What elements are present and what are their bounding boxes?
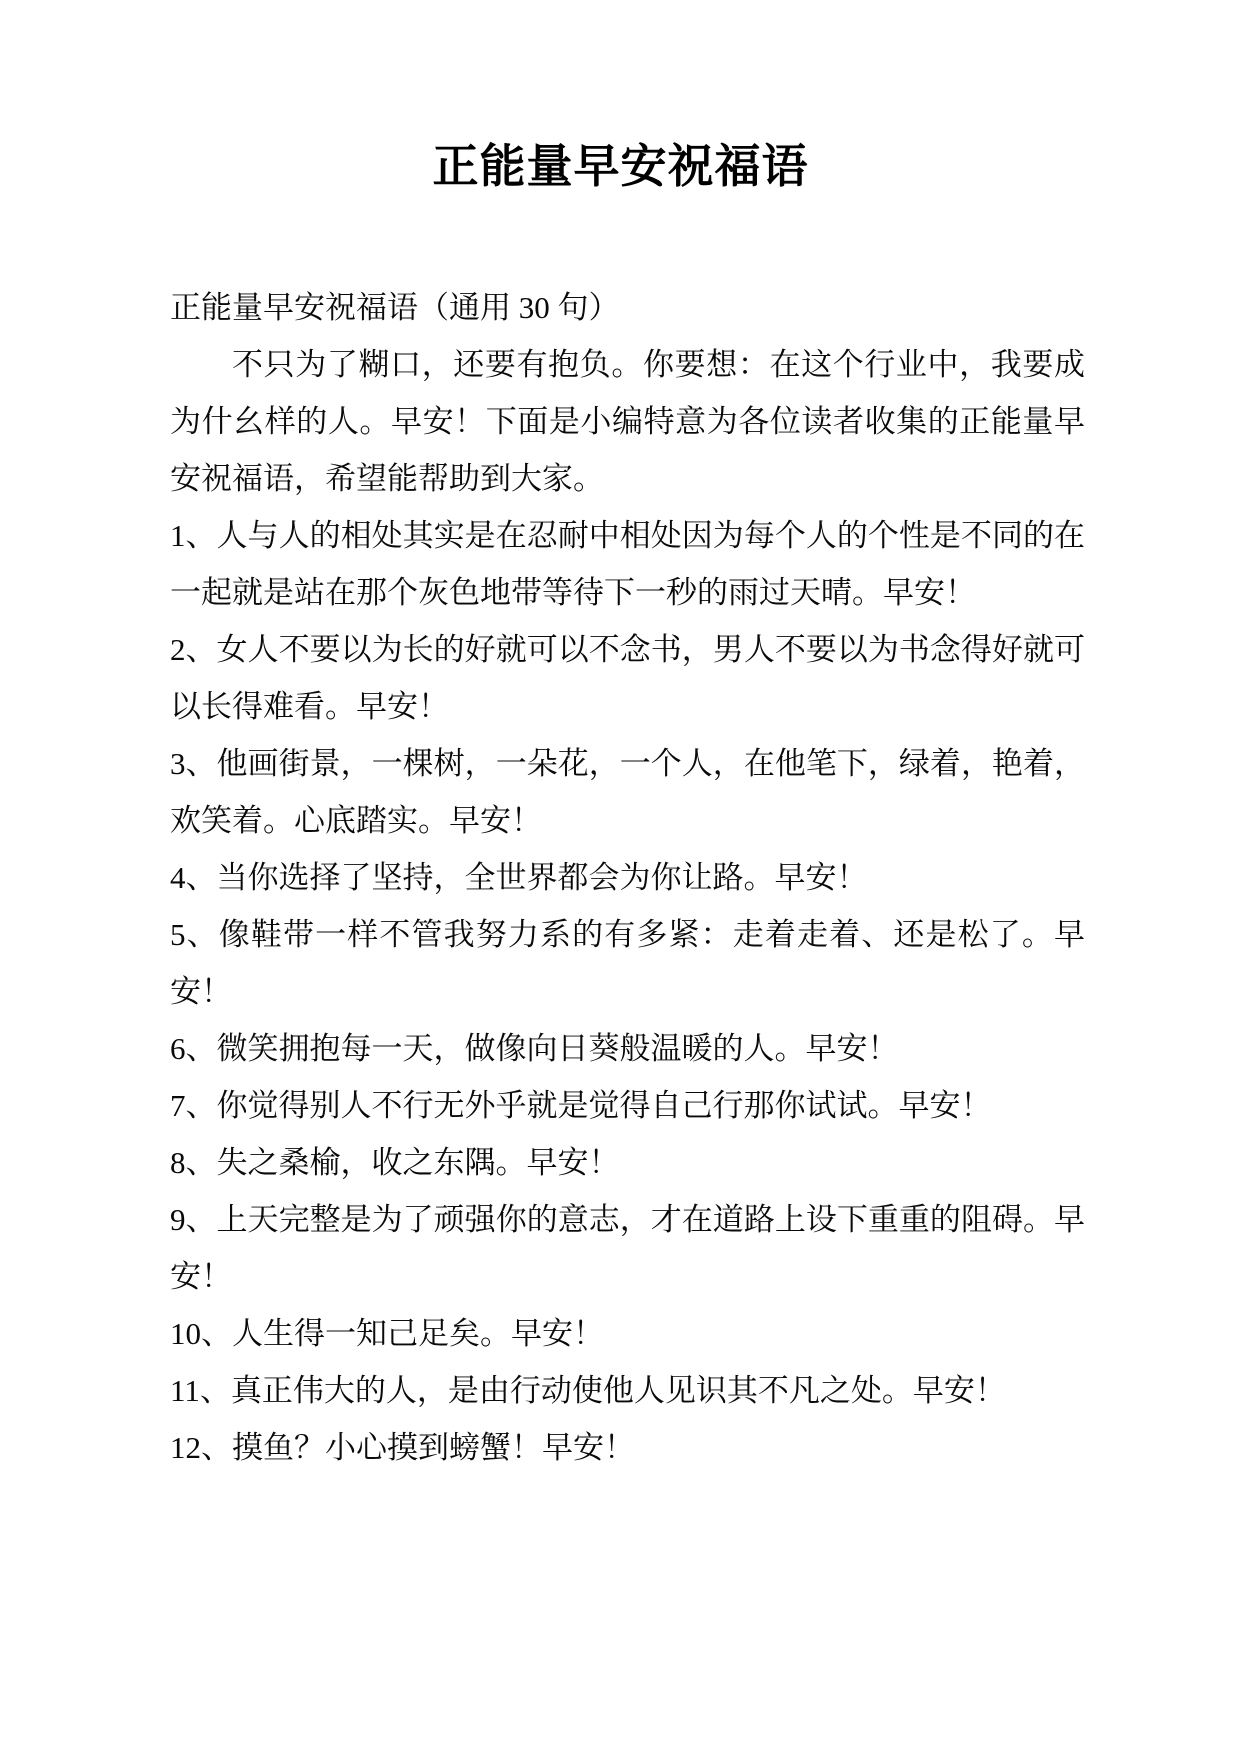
quote-item-3: 3、他画街景，一棵树，一朵花，一个人，在他笔下，绿着，艳着，欢笑着。心底踏实。早安！	[170, 746, 1085, 838]
intro-paragraph: 不只为了糊口，还要有抱负。你要想：在这个行业中，我要成为什幺样的人。早安！下面是小编特意为各位读者收集的正能量早安祝福语，希望能帮助到大家。	[170, 347, 1085, 496]
quote-item-10: 10、人生得一知己足矣。早安！	[170, 1316, 604, 1351]
quote-item-2: 2、女人不要以为长的好就可以不念书，男人不要以为书念得好就可以长得难看。早安！	[170, 632, 1085, 724]
quote-item-4: 4、当你选择了坚持，全世界都会为你让路。早安！	[170, 860, 868, 895]
quote-item-11: 11、真正伟大的人，是由行动使他人见识其不凡之处。早安！	[170, 1373, 1006, 1408]
quote-item-9: 9、上天完整是为了顽强你的意志，才在道路上设下重重的阻碍。早安！	[170, 1202, 1085, 1294]
document-subtitle: 正能量早安祝福语（通用 30 句）	[170, 290, 620, 325]
quote-item-1: 1、人与人的相处其实是在忍耐中相处因为每个人的个性是不同的在一起就是站在那个灰色地带等待下一秒的雨过天晴。早安！	[170, 518, 1085, 610]
quote-item-7: 7、你觉得别人不行无外乎就是觉得自己行那你试试。早安！	[170, 1088, 992, 1123]
document-title: 正能量早安祝福语	[432, 141, 809, 192]
quote-item-6: 6、微笑拥抱每一天，做像向日葵般温暖的人。早安！	[170, 1031, 899, 1066]
quote-item-12: 12、摸鱼？小心摸到螃蟹！早安！	[170, 1430, 635, 1465]
quote-item-8: 8、失之桑榆，收之东隅。早安！	[170, 1145, 620, 1180]
quote-item-5: 5、像鞋带一样不管我努力系的有多紧：走着走着、还是松了。早安！	[170, 917, 1085, 1009]
document-body	[0, 279, 1241, 1476]
